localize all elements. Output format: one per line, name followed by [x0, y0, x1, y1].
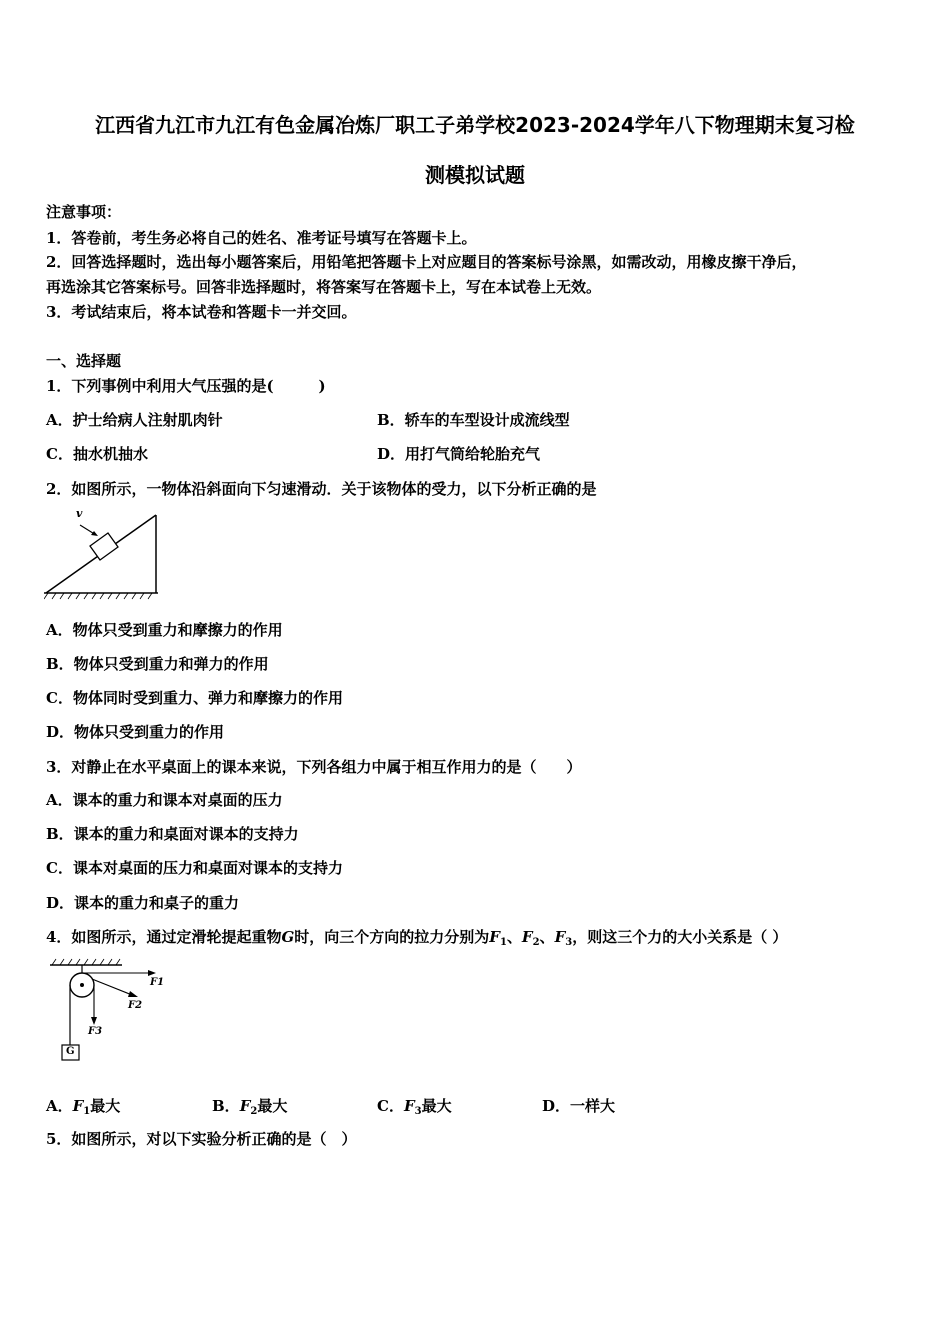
doc-title-line2: 测模拟试题: [425, 163, 525, 187]
q4-a-sub: 1: [83, 1106, 91, 1117]
q4-fig-g-label: G: [66, 1046, 75, 1057]
q3-option-d: D．课本的重力和桌子的重力: [46, 894, 240, 912]
notice-item-3: 3．考试结束后，将本试卷和答题卡一并交回。: [46, 303, 357, 321]
q4-fig-f3-label: F3: [88, 1026, 103, 1037]
q4-stem-sub3: 3: [565, 937, 573, 948]
doc-title-line1: 江西省九江市九江有色金属冶炼厂职工子弟学校2023-2024学年八下物理期末复习检: [95, 113, 855, 137]
notice-item-2a: 2．回答选择题时，选出每小题答案后，用铅笔把答题卡上对应题目的答案标号涂黑，如需改动，用橡皮擦干净后，: [46, 253, 807, 271]
q3-option-a: A．课本的重力和课本对桌面的压力: [46, 791, 283, 809]
q2-velocity-label: v: [76, 507, 83, 520]
q4-option-c: [377, 1096, 452, 1122]
q2-stem: 2．如图所示，一物体沿斜面向下匀速滑动．关于该物体的受力，以下分析正确的是: [46, 480, 597, 498]
q4-c-sub: 3: [414, 1106, 422, 1117]
q3-option-b: B．课本的重力和桌面对课本的支持力: [46, 825, 299, 843]
notice-item-2b: 再选涂其它答案标号。回答非选择题时，将答案写在答题卡上，写在本试卷上无效。: [46, 278, 602, 296]
section-heading: 一、选择题: [46, 352, 122, 370]
q4-stem-f2: F: [521, 928, 533, 946]
q4-c-f: F: [403, 1097, 415, 1115]
q4-stem-f1: F: [489, 928, 500, 946]
q1-option-c: C．抽水机抽水: [46, 445, 148, 463]
q4-fig-f2-label: F2: [128, 1000, 143, 1011]
q4-stem-sep2: 、: [539, 928, 555, 946]
q4-b-sub: 2: [250, 1106, 258, 1117]
q4-fig-f1-label: F1: [150, 977, 165, 988]
notice-heading: 注意事项：: [46, 203, 122, 221]
q3-stem: 3．对静止在水平桌面上的课本来说，下列各组力中属于相互作用力的是（ ）: [46, 758, 582, 776]
q1-stem: 1．下列事例中利用大气压强的是( ): [46, 377, 326, 395]
q2-option-d: D．物体只受到重力的作用: [46, 723, 225, 741]
q2-option-b: B．物体只受到重力和弹力的作用: [46, 655, 269, 673]
q4-a-prefix: A．: [46, 1097, 73, 1115]
q4-stem-sub1: 1: [499, 937, 507, 948]
q4-stem-pre: 4．如图所示，通过定滑轮提起重物: [46, 928, 282, 946]
q4-option-d: D．一样大: [542, 1097, 616, 1115]
q5-stem: 5．如图所示，对以下实验分析正确的是（ ）: [46, 1130, 357, 1148]
q4-b-prefix: B．: [212, 1097, 240, 1115]
notice-item-1: 1．答卷前，考生务必将自己的姓名、准考证号填写在答题卡上。: [46, 229, 477, 247]
q4-stem-mid: 时，向三个方向的拉力分别为: [294, 928, 490, 946]
q4-stem-post: ，则这三个力的大小关系是（ ）: [572, 928, 788, 946]
q4-c-prefix: C．: [377, 1097, 404, 1115]
q4-b-max: 最大: [257, 1097, 288, 1115]
q1-option-b: B．轿车的车型设计成流线型: [377, 411, 570, 429]
q1-option-a: A．护士给病人注射肌肉针: [46, 411, 223, 429]
q4-c-max: 最大: [421, 1097, 452, 1115]
q4-option-a: [46, 1096, 120, 1122]
q4-stem-g: G: [281, 928, 295, 946]
q2-option-a: A．物体只受到重力和摩擦力的作用: [46, 621, 283, 639]
q4-stem-sep1: 、: [506, 928, 522, 946]
q4-b-f: F: [239, 1097, 251, 1115]
q4-stem-sub2: 2: [532, 937, 540, 948]
q4-stem-f3: F: [554, 928, 566, 946]
q4-stem: [46, 927, 787, 953]
q2-incline-figure: [44, 507, 162, 603]
q2-option-c: C．物体同时受到重力、弹力和摩擦力的作用: [46, 689, 343, 707]
q3-option-c: C．课本对桌面的压力和桌面对课本的支持力: [46, 859, 343, 877]
q1-option-d: D．用打气筒给轮胎充气: [377, 445, 541, 463]
q4-a-f: F: [72, 1097, 84, 1115]
q4-option-b: [212, 1096, 287, 1122]
q4-pulley-figure: [44, 957, 174, 1067]
q4-a-max: 最大: [90, 1097, 121, 1115]
